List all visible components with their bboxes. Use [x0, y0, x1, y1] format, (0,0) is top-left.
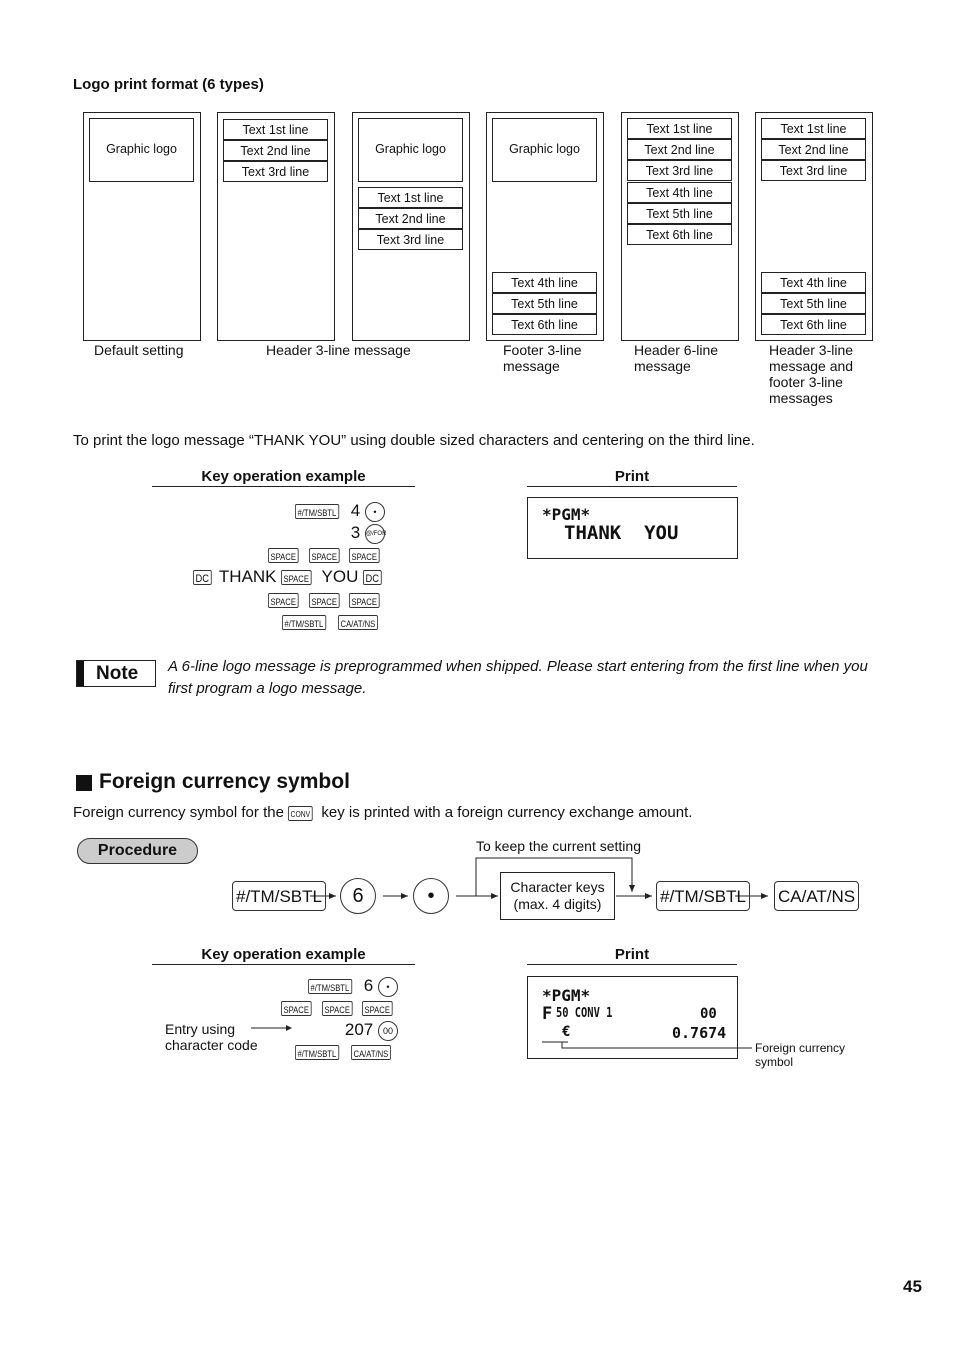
text-line-cell: Text 6th line — [492, 314, 597, 335]
entry-label — [165, 1021, 258, 1053]
text-line-cell: Text 5th line — [492, 293, 597, 314]
note-text: A 6-line logo message is preprogrammed when shipped. Please start entering from the first line when you first program a logo message. — [168, 658, 868, 697]
procedure-badge: Procedure — [77, 838, 198, 864]
dc-key[interactable]: DC — [363, 570, 382, 585]
tmsbtl-key[interactable]: #/TM/SBTL — [282, 615, 326, 630]
section-title-foreign: Foreign currency symbol — [99, 770, 350, 793]
graphic-logo-cell: Graphic logo — [358, 118, 463, 182]
space-key[interactable]: SPACE — [268, 593, 298, 608]
entry-arrow — [250, 1022, 295, 1034]
key-row — [281, 997, 398, 1019]
caption-line: message — [503, 358, 560, 374]
print-title: Print — [527, 946, 737, 965]
section-title-logo-format: Logo print format (6 types) — [73, 76, 264, 93]
print-line: F — [542, 1004, 553, 1024]
caption-line: message — [634, 358, 691, 374]
digit-text: 3 — [350, 523, 361, 542]
text-line-cell: Text 6th line — [627, 224, 732, 245]
caption-header3: Header 3-line message — [266, 342, 411, 358]
dot-key[interactable]: • — [413, 878, 449, 914]
caatns-key[interactable]: CA/AT/NS — [351, 1045, 391, 1060]
char-keys-line: (max. 4 digits) — [513, 896, 602, 912]
space-key[interactable]: SPACE — [281, 1001, 311, 1016]
print-line: 50 CONV 1 — [556, 1006, 613, 1021]
text-line-cell: Text 4th line — [761, 272, 866, 293]
text-line-cell: Text 1st line — [358, 187, 463, 208]
graphic-logo-cell: Graphic logo — [89, 118, 194, 182]
digit-text: 207 — [344, 1020, 374, 1039]
caatns-key[interactable]: CA/AT/NS — [338, 615, 378, 630]
foreign-symbol-leader — [540, 1040, 755, 1052]
six-key[interactable]: 6 — [340, 878, 376, 914]
text-line-cell: Text 2nd line — [223, 140, 328, 161]
caption-line: message and — [769, 358, 854, 374]
text-line-cell: Text 2nd line — [627, 139, 732, 160]
key-operation-title: Key operation example — [152, 468, 415, 487]
caption-line: Footer 3-line — [503, 342, 582, 358]
space-key[interactable]: SPACE — [349, 593, 379, 608]
keep-setting-label: To keep the current setting — [476, 838, 641, 854]
text-line-cell: Text 5th line — [761, 293, 866, 314]
character-keys-box — [500, 872, 615, 920]
text-thank: THANK — [218, 567, 277, 586]
caatns-key[interactable]: CA/AT/NS — [774, 881, 859, 911]
text-line-cell: Text 3rd line — [627, 160, 732, 181]
caption-default: Default setting — [94, 342, 184, 358]
text-line-cell: Text 1st line — [761, 118, 866, 139]
digit-text: 6 — [363, 976, 374, 995]
text-line-cell: Text 4th line — [627, 182, 732, 203]
dc-key[interactable]: DC — [193, 570, 212, 585]
desc-part: key is printed with a foreign currency exchange amount. — [321, 804, 693, 821]
text-line-cell: Text 3rd line — [358, 229, 463, 250]
text-line-cell: Text 2nd line — [761, 139, 866, 160]
graphic-logo-cell: Graphic logo — [492, 118, 597, 182]
print-title: Print — [527, 468, 737, 487]
dot-key[interactable]: • — [365, 502, 385, 522]
print-line: THANK YOU — [564, 522, 679, 544]
space-key[interactable]: SPACE — [281, 570, 311, 585]
key-row — [295, 1041, 398, 1063]
text-line-cell: Text 2nd line — [358, 208, 463, 229]
entry-label-line: character code — [165, 1037, 258, 1053]
foreign-symbol-label — [755, 1041, 845, 1069]
print-line: 0.7674 — [672, 1024, 727, 1042]
for-key[interactable]: @/FOR — [365, 524, 385, 544]
space-key[interactable]: SPACE — [322, 1001, 352, 1016]
conv-key[interactable]: CONV — [288, 806, 313, 821]
double-zero-key[interactable]: 00 — [378, 1021, 398, 1041]
key-operation-title: Key operation example — [152, 946, 415, 965]
desc-part: Foreign currency symbol for the — [73, 804, 284, 821]
dot-key[interactable]: • — [378, 977, 398, 997]
fc-label-line: symbol — [755, 1055, 794, 1069]
fc-label-line: Foreign currency — [755, 1041, 846, 1055]
print-line: € — [562, 1024, 571, 1040]
text-line-cell: Text 1st line — [223, 119, 328, 140]
note-label: Note — [96, 663, 139, 684]
tmsbtl-key[interactable]: #/TM/SBTL — [295, 1045, 339, 1060]
caption-line: messages — [769, 390, 833, 406]
space-key[interactable]: SPACE — [349, 548, 379, 563]
text-line-cell: Text 3rd line — [223, 161, 328, 182]
key-row — [308, 975, 398, 997]
print-line: 00 — [700, 1006, 717, 1022]
text-line-cell: Text 4th line — [492, 272, 597, 293]
tmsbtl-key[interactable]: #/TM/SBTL — [232, 881, 326, 911]
text-line-cell: Text 3rd line — [761, 160, 866, 181]
caption-line: Header 6-line — [634, 342, 719, 358]
text-line-cell: Text 6th line — [761, 314, 866, 335]
tmsbtl-key[interactable]: #/TM/SBTL — [656, 881, 750, 911]
print-line: *PGM* — [542, 505, 591, 524]
entry-label-line: Entry using — [165, 1021, 236, 1037]
space-key[interactable]: SPACE — [268, 548, 298, 563]
text-line-cell: Text 1st line — [627, 118, 732, 139]
space-key[interactable]: SPACE — [362, 1001, 392, 1016]
char-keys-line: Character keys — [510, 879, 605, 895]
page-number: 45 — [903, 1277, 922, 1296]
text-line-cell: Text 5th line — [627, 203, 732, 224]
tmsbtl-key[interactable]: #/TM/SBTL — [295, 504, 339, 519]
text-you: YOU — [321, 567, 359, 586]
tmsbtl-key[interactable]: #/TM/SBTL — [308, 979, 352, 994]
space-key[interactable]: SPACE — [309, 548, 339, 563]
print-line: *PGM* — [542, 986, 591, 1005]
caption-line: Header 3-line — [769, 342, 854, 358]
digit-text: 4 — [350, 501, 361, 520]
space-key[interactable]: SPACE — [309, 593, 339, 608]
caption-line: footer 3-line — [769, 374, 843, 390]
instruction-text: To print the logo message “THANK YOU” using double sized characters and centering on the third line. — [73, 432, 755, 449]
key-row — [345, 1019, 398, 1041]
